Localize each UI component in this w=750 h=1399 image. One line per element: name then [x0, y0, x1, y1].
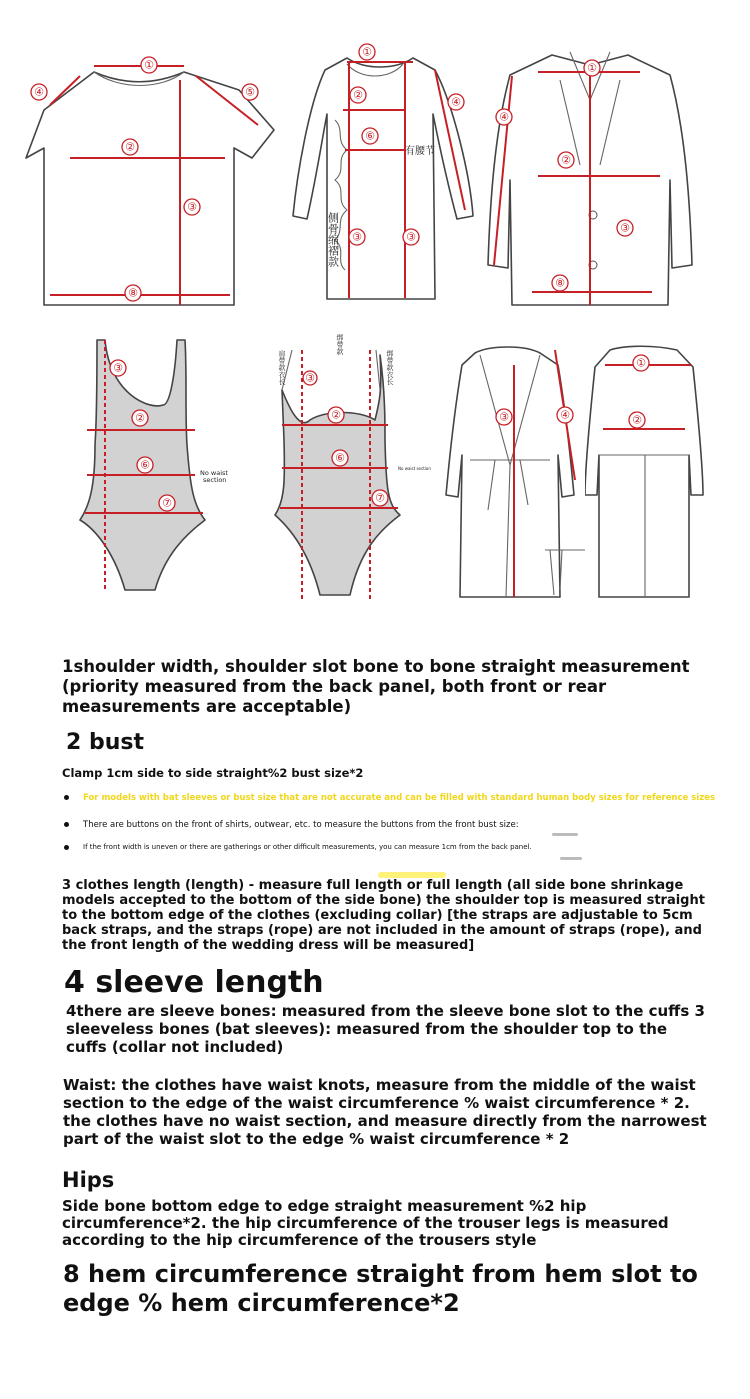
svg-text:③: ③ — [305, 371, 315, 385]
svg-text:②: ② — [125, 140, 135, 154]
bust-heading: 2 bust — [66, 730, 144, 755]
label-1 — [141, 57, 157, 73]
svg-text:⑧: ⑧ — [555, 276, 565, 290]
strap-left-note: 肩带款衣长 — [278, 350, 286, 385]
dress-side-note: 侧骨缩褶款 — [326, 212, 340, 267]
sleeve-length-text: 4there are sleeve bones: measured from the sleeve bone slot to the cuffs 3 sleeveless bones (bat sleeves): measured from the shoulder top to the cuffs (collar not included) — [66, 1002, 705, 1056]
svg-text:⑤: ⑤ — [245, 85, 255, 99]
label-8 — [125, 285, 141, 301]
dress-diagram — [285, 40, 485, 305]
svg-text:②: ② — [632, 413, 642, 427]
svg-text:②: ② — [353, 88, 363, 102]
bodysuit-diagram — [75, 335, 245, 605]
bust-bullet-3: If the front width is uneven or there are gatherings or other difficult measurements, you can measure 1cm from the back panel. — [64, 843, 532, 851]
hips-heading: Hips — [62, 1168, 115, 1192]
svg-text:⑥: ⑥ — [365, 129, 375, 143]
svg-text:③: ③ — [499, 410, 509, 424]
svg-text:③: ③ — [187, 200, 197, 214]
bust-subtitle: Clamp 1cm side to side straight%2 bust size*2 — [62, 766, 364, 780]
label-2 — [122, 139, 138, 155]
hips-text: Side bone bottom edge to edge straight measurement %2 hip circumference*2. the hip circumference of the trouser legs is measured according to the hip circumference of the trousers style — [62, 1197, 669, 1249]
svg-text:②: ② — [135, 411, 145, 425]
hem-heading: 8 hem circumference straight from hem slot to edge % hem circumference*2 — [63, 1260, 698, 1317]
strap-right-note: 绑带款衣长 — [386, 350, 394, 385]
svg-text:⑧: ⑧ — [128, 286, 138, 300]
bust-bullet-2: There are buttons on the front of shirts, outwear, etc. to measure the buttons from the front bust size: — [64, 820, 519, 830]
robe-sleeve-annot — [545, 340, 585, 490]
waist-text: Waist: the clothes have waist knots, measure from the middle of the waist section to the edge of the waist circumference % waist circumference * 2. the clothes have no waist section, and measure directly from the narrowest part of the waist slot to the edge % waist circumference * 2 — [63, 1076, 707, 1148]
svg-text:③: ③ — [620, 221, 630, 235]
label-5 — [242, 84, 258, 100]
tshirt-diagram — [20, 50, 280, 315]
measurement-diagrams — [0, 0, 750, 620]
robe-belt — [540, 540, 590, 600]
strap-middle-note: 绑带款 — [336, 334, 344, 355]
sleeve-length-heading: 4 sleeve length — [64, 965, 324, 1000]
svg-text:③: ③ — [406, 230, 416, 244]
bullet-dot-icon — [64, 845, 69, 850]
svg-text:④: ④ — [499, 110, 509, 124]
strap-bodysuit-diagram — [270, 330, 440, 605]
shoulder-width-text: 1shoulder width, shoulder slot bone to bone straight measurement (priority measured from the back panel, both front or rear measurements are acceptable) — [62, 657, 690, 716]
label-4 — [31, 84, 47, 100]
svg-text:①: ① — [636, 356, 646, 370]
dress-waist-note: 有腰节 — [405, 146, 435, 157]
no-waist-note-1: No waist — [200, 469, 228, 477]
tiny-note: No waist section — [398, 466, 431, 471]
label-3 — [184, 199, 200, 215]
blazer-diagram — [480, 40, 720, 310]
svg-text:⑥: ⑥ — [140, 458, 150, 472]
clothes-length-text: 3 clothes length (length) - measure full length or full length (all side bone shrinkage models accepted to the bottom of the side bone) the shoulder top is measured straight to the bottom edge of the clothes (excluding collar) [the straps are adjustable to 5cm back straps, and the straps (rope) are not included in the amount of straps (rope), and the front length of the wedding dress will be measured] — [62, 878, 705, 953]
svg-text:⑦: ⑦ — [162, 496, 172, 510]
svg-text:④: ④ — [34, 85, 44, 99]
svg-text:①: ① — [362, 45, 372, 59]
svg-text:①: ① — [144, 58, 154, 72]
svg-text:②: ② — [561, 153, 571, 167]
svg-text:④: ④ — [451, 95, 461, 109]
svg-text:④: ④ — [560, 408, 570, 422]
svg-text:③: ③ — [113, 361, 123, 375]
svg-text:①: ① — [587, 61, 597, 75]
bust-bullet-1: For models with bat sleeves or bust size that are not accurate and can be filled with standard human body sizes for reference sizes — [64, 793, 715, 803]
svg-text:②: ② — [331, 408, 341, 422]
robe-back-diagram — [585, 345, 705, 605]
svg-text:⑦: ⑦ — [375, 491, 385, 505]
smudge — [560, 857, 582, 860]
smudge — [552, 833, 578, 836]
bullet-dot-icon — [64, 822, 69, 827]
svg-text:③: ③ — [352, 230, 362, 244]
bullet-dot-icon — [64, 795, 69, 800]
svg-text:⑥: ⑥ — [335, 451, 345, 465]
no-waist-note-2: section — [203, 476, 227, 484]
